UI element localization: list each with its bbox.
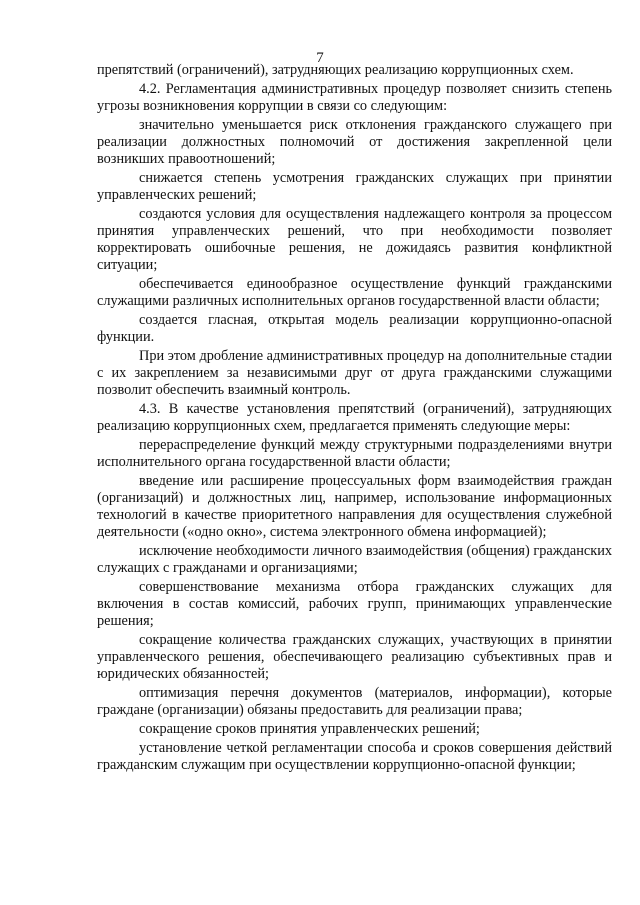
paragraph: сокращение количества гражданских служащих, участвующих в принятии управленческого решения, обеспечивающего реализацию субъективных прав и юридических обязанностей;: [97, 632, 612, 683]
paragraph: 4.3. В качестве установления препятствий (ограничений), затрудняющих реализацию коррупционных схем, предлагается применять следующие меры:: [97, 400, 612, 435]
paragraph: снижается степень усмотрения гражданских служащих при принятии управленческих решений;: [97, 169, 612, 203]
paragraph: совершенствование механизма отбора гражданских служащих для включения в состав комиссий, рабочих групп, принимающих управленческие решения;: [97, 578, 612, 630]
paragraph: оптимизация перечня документов (материалов, информации), которые граждане (организации) обязаны предоставить для реализации права;: [97, 685, 612, 719]
paragraph: препятствий (ограничений), затрудняющих реализацию коррупционных схем.: [97, 62, 574, 78]
paragraph: 4.2. Регламентация административных процедур позволяет снизить степень угрозы возникновения коррупции в связи со следующим:: [97, 80, 612, 114]
paragraph: При этом дробление административных процедур на дополнительные стадии с их закреплением за независимыми друг от друга гражданскими служащими позволит обеспечить взаимный контроль.: [97, 347, 612, 399]
page-number: 7: [316, 50, 324, 66]
paragraph: установление четкой регламентации способа и сроков совершения действий гражданским служащим при осуществлении коррупционно-опасной функции;: [97, 739, 612, 773]
paragraph: введение или расширение процессуальных форм взаимодействия граждан (организаций) и должностных лиц, например, использование информационных технологий в качестве приоритетного направления для осуществления служебной деятельности («одно окно», система электронного обмена информацией);: [97, 472, 612, 541]
paragraph: значительно уменьшается риск отклонения гражданского служащего при реализации должностных полномочий от достижения закрепленной цели возникших правоотношений;: [97, 116, 612, 168]
paragraph: исключение необходимости личного взаимодействия (общения) гражданских служащих с гражданами и организациями;: [97, 542, 612, 577]
paragraph: создаются условия для осуществления надлежащего контроля за процессом принятия управленческих решений, что при необходимости позволяет корректировать ошибочные решения, не дожидаясь развития конфликтной ситуации;: [97, 205, 612, 274]
paragraph: обеспечивается единообразное осуществление функций гражданскими служащими различных исполнительных органов государственной власти области;: [97, 275, 612, 310]
paragraph: перераспределение функций между структурными подразделениями внутри исполнительного органа государственной власти области;: [97, 436, 612, 470]
paragraph: создается гласная, открытая модель реализации коррупционно-опасной функции.: [97, 311, 612, 346]
body-text: [97, 62, 612, 776]
paragraph: сокращение сроков принятия управленческих решений;: [139, 721, 480, 738]
